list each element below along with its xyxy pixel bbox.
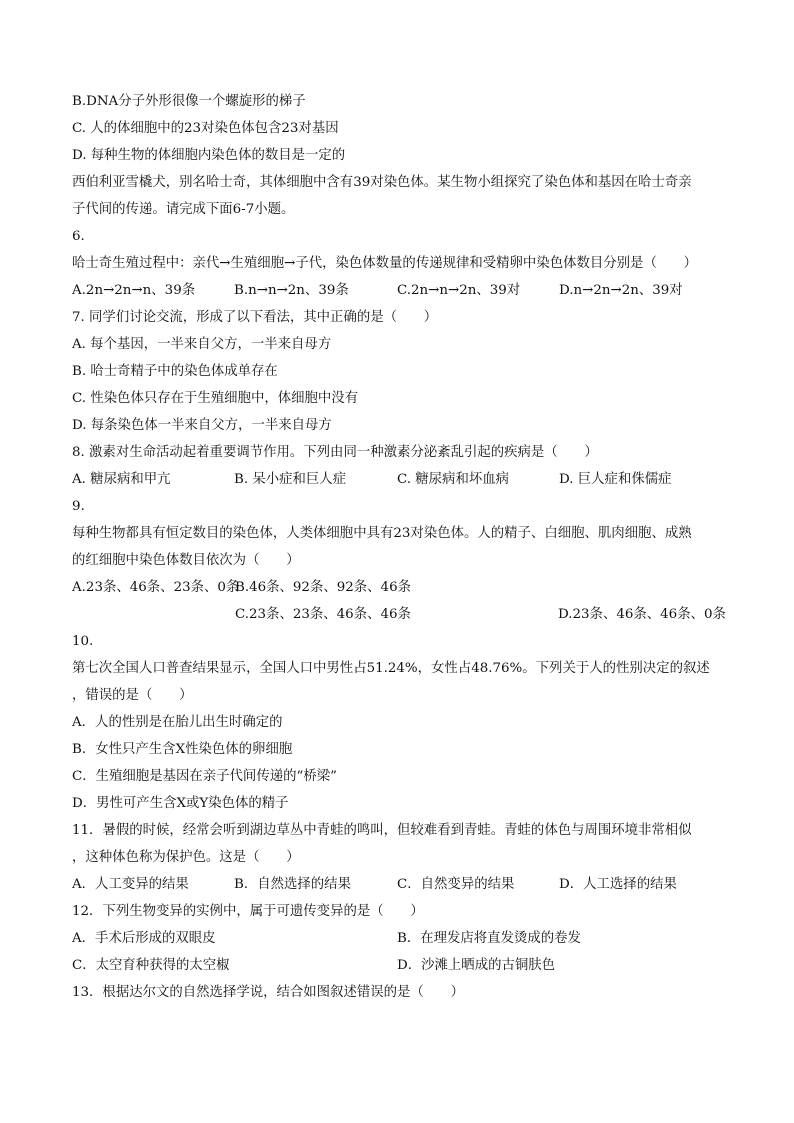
q9-option-c: C.23条、23条、46条、46条 [235, 607, 411, 622]
q5-option-b: B.DNA分子外形很像一个螺旋形的梯子 [72, 94, 306, 109]
q9-option-b: B.46条、92条、92条、46条 [235, 580, 411, 595]
q12-option-b: B．在理发店将直发烫成的卷发 [397, 931, 581, 946]
q8-stem: 8. 激素对生命活动起着重要调节作用。下列由同一种激素分泌紊乱引起的疾病是（ ） [72, 445, 598, 460]
q12-options-row-2 [72, 952, 724, 979]
q6-stem: 哈士奇生殖过程中：亲代→生殖细胞→子代，染色体数量的传递规律和受精卵中染色体数目分别是（ ） [72, 256, 698, 271]
q10-option-a: A．人的性别是在胎儿出生时确定的 [72, 715, 283, 730]
q7-option-d: D. 每条染色体一半来自父方，一半来自母方 [72, 418, 332, 433]
q10-option-d: D．男性可产生含X或Y染色体的精子 [72, 796, 289, 811]
q7-option-a: A. 每个基因，一半来自父方，一半来自母方 [72, 337, 332, 352]
q12-options-row-1 [72, 925, 724, 952]
q9-number: 9. [72, 499, 85, 514]
q6-option-c: C.2n→n→2n、39对 [397, 283, 521, 298]
q6-number: 6. [72, 229, 85, 244]
q8-option-a: A. 糖尿病和甲亢 [72, 472, 171, 487]
q8-option-b: B. 呆小症和巨人症 [234, 472, 347, 487]
q10-option-b: B．女性只产生含X性染色体的卵细胞 [72, 742, 293, 757]
passage-line-1: 西伯利亚雪橇犬，别名哈士奇，其体细胞中含有39对染色体。某生物小组探究了染色体和基因在哈士奇亲 [72, 175, 692, 190]
q12-option-d: D．沙滩上晒成的古铜肤色 [397, 958, 556, 973]
q10-number: 10. [72, 634, 94, 649]
q9-stem-line-2: 的红细胞中染色体数目依次为（ ） [72, 553, 300, 568]
q8-option-c: C. 糖尿病和坏血病 [397, 472, 510, 487]
q6-option-d: D.n→2n→2n、39对 [559, 283, 683, 298]
q11-options [72, 871, 724, 898]
q9-options-row-1 [72, 574, 724, 601]
q5-option-c: C. 人的体细胞中的23对染色体包含23对基因 [72, 121, 339, 136]
q11-stem-line-1: 11．暑假的时候，经常会听到湖边草丛中青蛙的鸣叫，但较难看到青蛙。青蛙的体色与周围环境非常相似 [72, 823, 692, 838]
q7-option-b: B. 哈士奇精子中的染色体成单存在 [72, 364, 278, 379]
q6-options [72, 277, 724, 304]
q9-options-row-2 [72, 601, 724, 628]
q9-stem-line-1: 每种生物都具有恒定数目的染色体，人类体细胞中具有23对染色体。人的精子、白细胞、肌肉细胞、成熟 [72, 526, 692, 541]
q11-option-a: A．人工变异的结果 [72, 877, 189, 892]
passage-line-2: 子代间的传递。请完成下面6-7小题。 [72, 202, 295, 217]
q10-stem-line-1: 第七次全国人口普查结果显示，全国人口中男性占51.24%，女性占48.76%。下列关于人的性别决定的叙述 [72, 661, 710, 676]
q12-option-a: A．手术后形成的双眼皮 [72, 931, 216, 946]
q12-stem: 12．下列生物变异的实例中，属于可遗传变异的是（ ） [72, 904, 424, 919]
q11-option-d: D．人工选择的结果 [559, 877, 677, 892]
q8-options [72, 466, 724, 493]
q5-option-d: D. 每种生物的体细胞内染色体的数目是一定的 [72, 148, 346, 163]
q13-stem: 13．根据达尔文的自然选择学说，结合如图叙述错误的是（ ） [72, 985, 464, 1000]
q9-option-d: D.23条、46条、46条、0条 [558, 607, 726, 622]
q11-stem-line-2: ，这种体色称为保护色。这是（ ） [72, 850, 300, 865]
q7-stem: 7. 同学们讨论交流，形成了以下看法，其中正确的是（ ） [72, 310, 438, 325]
exam-page [72, 88, 724, 1006]
q10-option-c: C．生殖细胞是基因在亲子代间传递的“桥梁” [72, 769, 337, 784]
q11-option-c: C．自然变异的结果 [397, 877, 515, 892]
q8-option-d: D. 巨人症和侏儒症 [559, 472, 672, 487]
q10-stem-line-2: ，错误的是（ ） [72, 688, 193, 703]
q6-option-b: B.n→n→2n、39条 [234, 283, 349, 298]
q9-option-a: A.23条、46条、23条、0条 [72, 580, 240, 595]
q11-option-b: B．自然选择的结果 [234, 877, 351, 892]
q6-option-a: A.2n→2n→n、39条 [72, 283, 196, 298]
q7-option-c: C. 性染色体只存在于生殖细胞中，体细胞中没有 [72, 391, 359, 406]
q12-option-c: C．太空育种获得的太空椒 [72, 958, 230, 973]
